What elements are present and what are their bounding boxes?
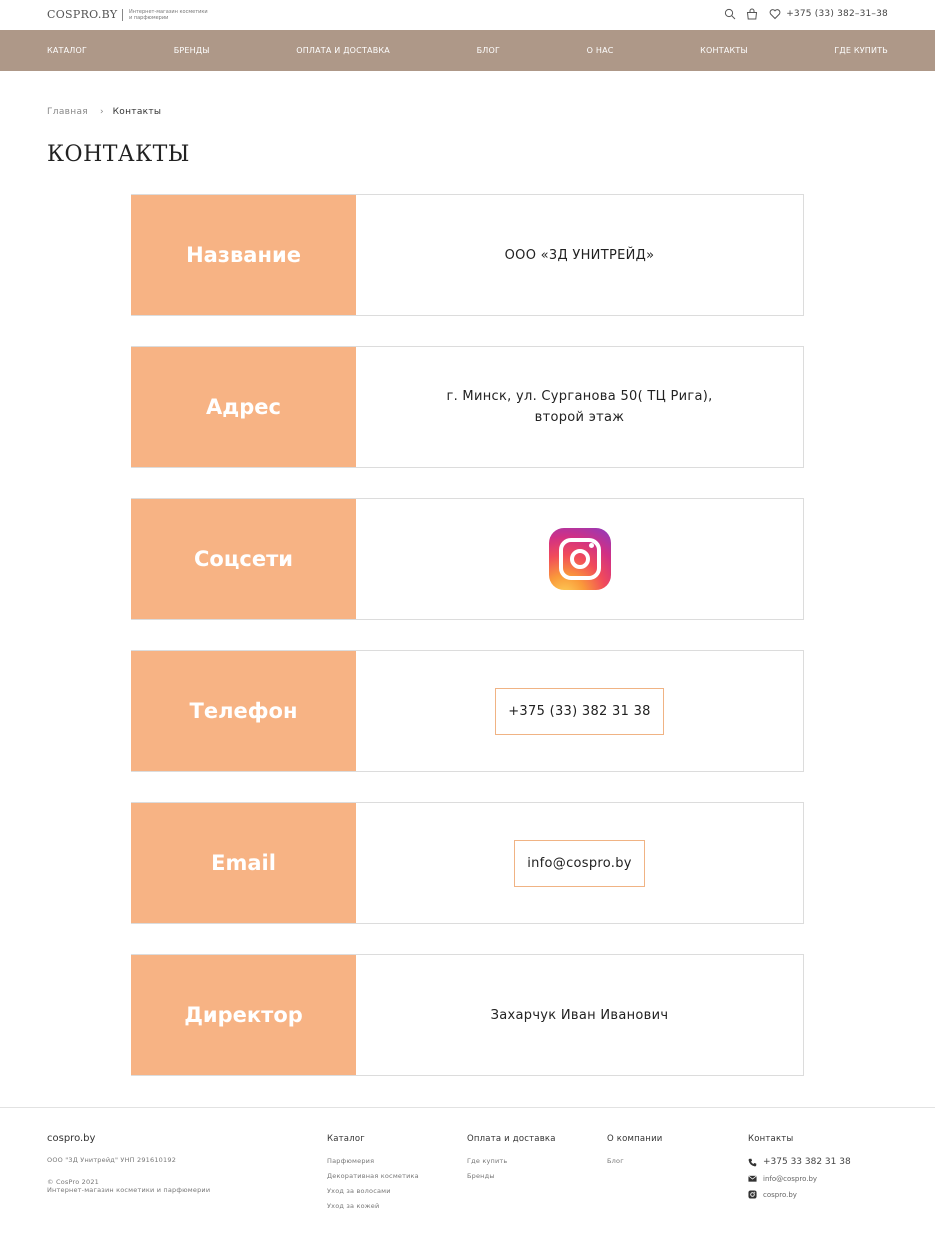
phone-icon — [748, 1158, 757, 1167]
nav-item-brands[interactable]: БРЕНДЫ — [173, 46, 210, 55]
footer-link-where-to-buy[interactable]: Где купить — [467, 1157, 508, 1165]
contact-row-email — [131, 802, 804, 924]
logo-divider — [122, 9, 123, 21]
contact-row-phone — [131, 650, 804, 772]
main-nav — [0, 30, 935, 71]
logo[interactable]: COSPRO.BY — [47, 8, 118, 21]
row-label: Адрес — [131, 347, 356, 467]
contact-row-social — [131, 498, 804, 620]
address-line-2: второй этаж — [534, 410, 625, 425]
row-label: Соцсети — [131, 499, 356, 619]
breadcrumb-separator: › — [99, 107, 104, 117]
email-value — [356, 803, 803, 923]
search-icon[interactable] — [723, 7, 737, 21]
logo-tagline: Интернет-магазин косметики и парфюмерии — [129, 9, 208, 21]
nav-item-about[interactable]: О НАС — [586, 46, 614, 55]
phone-button[interactable]: +375 (33) 382 31 38 — [495, 688, 664, 735]
footer-tagline: Интернет-магазин косметики и парфюмерии — [47, 1186, 211, 1194]
footer-link-haircare[interactable]: Уход за волосами — [327, 1187, 391, 1195]
row-label: Телефон — [131, 651, 356, 771]
footer-link-makeup[interactable]: Декоративная косметика — [327, 1172, 419, 1180]
footer-brand[interactable]: cospro.by — [47, 1133, 96, 1144]
footer-phone-text: +375 33 382 31 38 — [763, 1157, 851, 1167]
top-bar — [0, 0, 935, 30]
footer-link-blog[interactable]: Блог — [607, 1157, 624, 1165]
breadcrumb-current: Контакты — [112, 107, 162, 117]
footer-delivery-title: Оплата и доставка — [467, 1134, 556, 1144]
row-label: Название — [131, 195, 356, 315]
director-name: Захарчук Иван Иванович — [490, 1007, 669, 1023]
footer-catalog-title: Каталог — [327, 1134, 365, 1144]
nav-item-contacts[interactable]: КОНТАКТЫ — [700, 46, 748, 55]
phone-value — [356, 651, 803, 771]
nav-item-blog[interactable]: БЛОГ — [476, 46, 501, 55]
instagram-icon[interactable] — [549, 528, 611, 590]
footer-email-text: info@cospro.by — [763, 1174, 818, 1183]
breadcrumb-home[interactable]: Главная — [47, 107, 88, 117]
footer-site[interactable] — [748, 1190, 797, 1199]
mail-icon — [748, 1174, 757, 1183]
contact-row-director — [131, 954, 804, 1076]
address-value — [356, 347, 803, 467]
company-name: ООО «3Д УНИТРЕЙД» — [504, 247, 655, 263]
email-button[interactable]: info@cospro.by — [514, 840, 645, 887]
cart-icon[interactable] — [745, 7, 759, 21]
contact-row-name — [131, 194, 804, 316]
footer-phone[interactable] — [748, 1157, 851, 1167]
footer-contacts-title: Контакты — [748, 1134, 794, 1144]
social-value — [356, 499, 803, 619]
nav-item-payment-delivery[interactable]: ОПЛАТА И ДОСТАВКА — [296, 46, 390, 55]
contact-row-address — [131, 346, 804, 468]
footer-divider — [0, 1107, 935, 1108]
page-title: КОНТАКТЫ — [47, 142, 190, 167]
footer-about-title: О компании — [607, 1134, 663, 1144]
header-phone[interactable]: +375 (33) 382–31–38 — [786, 9, 888, 19]
footer-email[interactable] — [748, 1174, 817, 1183]
address-line-1: г. Минск, ул. Сурганова 50( ТЦ Рига), — [446, 389, 713, 404]
footer-link-skincare[interactable]: Уход за кожей — [327, 1202, 380, 1210]
heart-icon[interactable] — [768, 7, 782, 21]
footer-link-brands[interactable]: Бренды — [467, 1172, 495, 1180]
row-label: Директор — [131, 955, 356, 1075]
row-label: Email — [131, 803, 356, 923]
footer-link-perfume[interactable]: Парфюмерия — [327, 1157, 375, 1165]
nav-item-catalog[interactable]: КАТАЛОГ — [47, 46, 88, 55]
breadcrumb — [47, 107, 161, 117]
footer-company: ООО "3Д Унитрейд" УНП 291610192 — [47, 1156, 177, 1164]
footer-copyright: © CosPro 2021 — [47, 1178, 99, 1186]
nav-item-where-to-buy[interactable]: ГДЕ КУПИТЬ — [834, 46, 888, 55]
footer-site-text: cospro.by — [763, 1190, 797, 1199]
instagram-small-icon — [748, 1190, 757, 1199]
